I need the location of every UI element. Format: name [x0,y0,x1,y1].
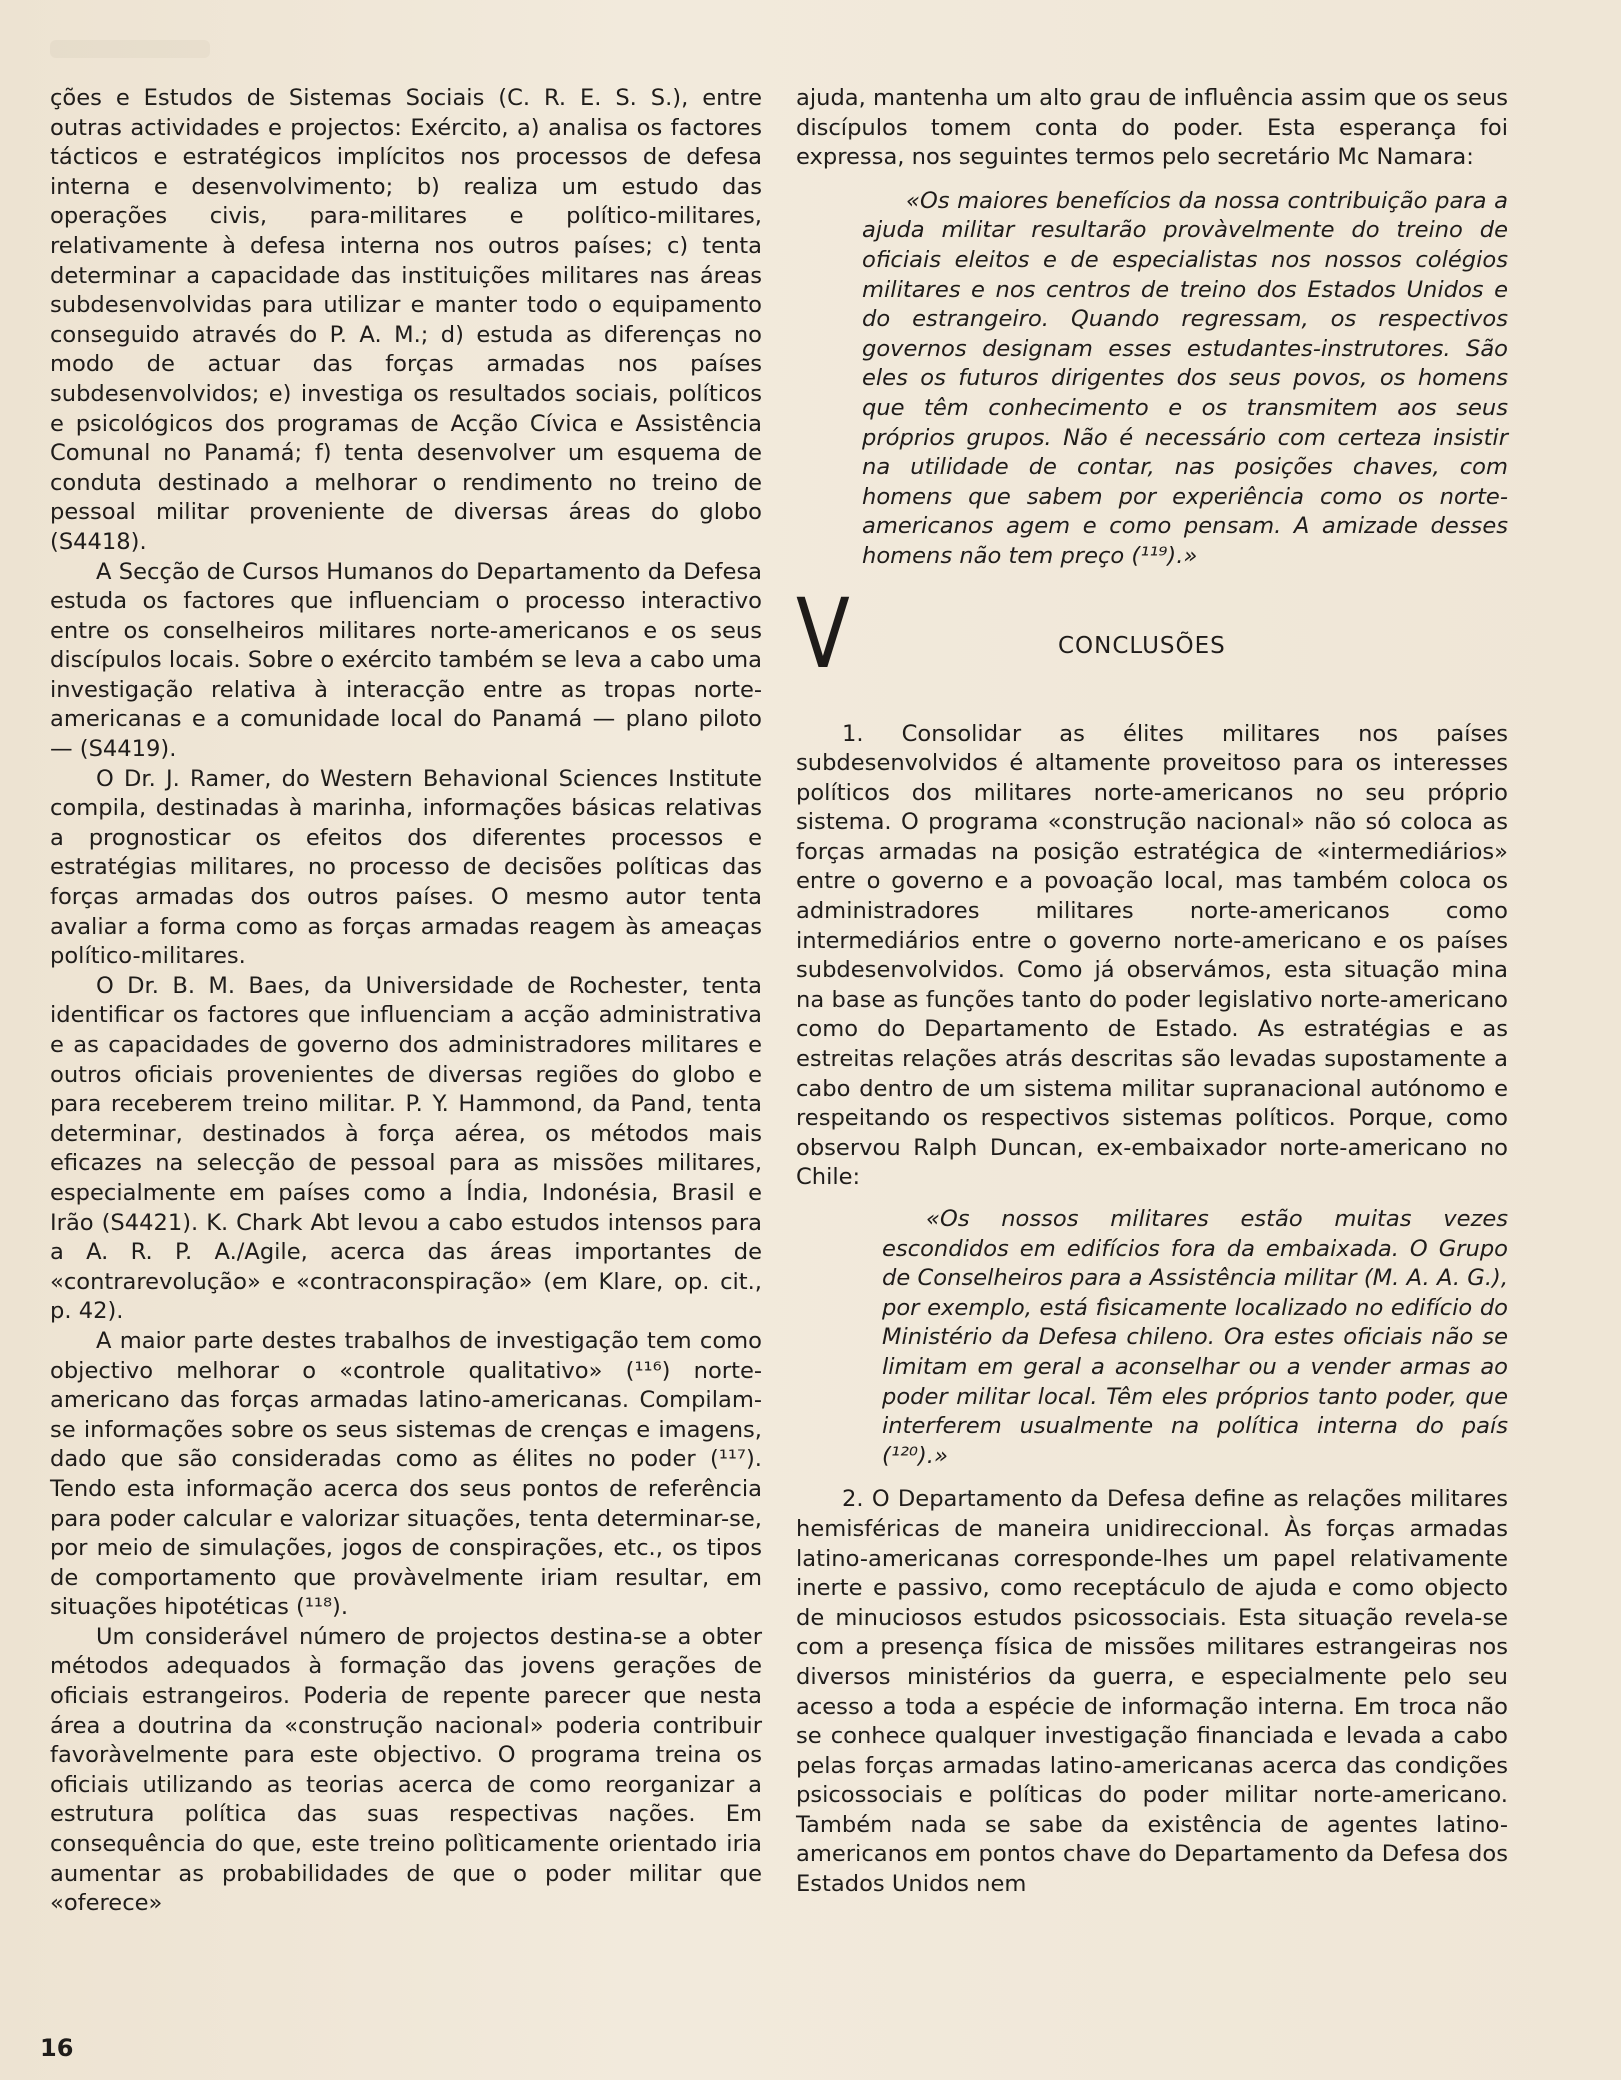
right-column [796,84,1508,1900]
paragraph: ajuda, mantenha um alto grau de influência assim que os seus discípulos tomem conta do poder. Esta esperança foi expressa, nos seguintes termos pelo secretário Mc Namara: [796,85,1508,171]
section-numeral: V [796,577,850,690]
print-smear [50,40,210,58]
paragraph: O Dr. J. Ramer, do Western Behavional Sciences Institute compila, destinadas à marinha, informações básicas relativas a prognosticar os efeitos dos diferentes processos e estratégias militares, no processo de decisões políticas das forças armadas dos outros países. O mesmo autor tenta avaliar a forma como as forças armadas reagem às ameaças político-militares. [50,765,762,970]
block-quote: «Os nossos militares estão muitas vezes escondidos em edifícios fora da embaixada. O Grupo de Conselheiros para a Assistência militar (M. A. A. G.), por exemplo, está fìsicamente localizado no edifício do Ministério da Defesa chileno. Ora estes oficiais não se limitam em geral a aconselhar ou a vender armas ao poder militar local. Têm eles próprios tanto poder, que interferem usualmente na política interna do país (¹²⁰).» [882,1206,1508,1469]
page-number: 16 [40,2034,74,2062]
paragraph: Um considerável número de projectos destina-se a obter métodos adequados à formação das jovens gerações de oficiais estrangeiros. Poderia de repente parecer que nesta área a doutrina da «construção nacional» poderia contribuir favoràvelmente para este objectivo. O programa treina os oficiais utilizando as teorias acerca de como reorganizar a estrutura política das suas respectivas nações. Em consequência do que, este treino polìticamente orientado iria aumentar as probabilidades de que o poder militar que «oferece» [50,1623,762,1917]
block-quote: «Os maiores benefícios da nossa contribuição para a ajuda militar resultarão provàvelmente do treino de oficiais eleitos e de especialistas nos nossos colégios militares e nos centros de treino dos Estados Unidos e do estrangeiro. Quando regressam, os respectivos governos designam esses estudantes-instrutores. São eles os futuros dirigentes dos seus povos, os homens que têm conhecimento e os transmitem aos seus próprios grupos. Não é necessário com certeza insistir na utilidade de contar, nas posições chaves, com homens que sabem por experiência como os norte-americanos agem e como pensam. A amizade desses homens não tem preço (¹¹⁹).» [862,187,1508,569]
paragraph: 1. Consolidar as élites militares nos países subdesenvolvidos é altamente proveitoso para os interesses políticos dos militares norte-americanos no seu próprio sistema. O programa «construção nacional» não só coloca as forças armadas na posição estratégica de «intermediários» entre o governo e a povoação local, mas também coloca os administradores militares norte-americanos como intermediários entre o governo norte-americano e os países subdesenvolvidos. Como já observámos, esta situação mina na base as funções tanto do poder legislativo norte-americano como do Departamento de Estado. As estratégias e as estreitas relações atrás descritas são levadas supostamente a cabo dentro de um sistema militar supranacional autónomo e respeitando os respectivos sistemas políticos. Porque, como observou Ralph Duncan, ex-embaixador norte-americano no Chile: [796,720,1508,1191]
paragraph: A maior parte destes trabalhos de investigação tem como objectivo melhorar o «controle qualitativo» (¹¹⁶) norte-americano das forças armadas latino-americanas. Compilam-se informações sobre os seus sistemas de crenças e imagens, dado que são consideradas como as élites no poder (¹¹⁷). Tendo esta informação acerca dos seus pontos de referência para poder calcular e valorizar situações, tenta determinar-se, por meio de simulações, jogos de conspirações, etc., os tipos de comportamento que provàvelmente iriam resultar, em situações hipotéticas (¹¹⁸). [50,1327,762,1621]
section-heading [796,577,1508,720]
paragraph: ções e Estudos de Sistemas Sociais (C. R. E. S. S.), entre outras actividades e projectos: Exército, a) analisa os factores tácticos e estratégicos implícitos nos processos de defesa interna e desenvolvimento; b) realiza um estudo das operações civis, para-militares e político-militares, relativamente à defesa interna nos outros países; c) tenta determinar a capacidade das instituições militares nas áreas subdesenvolvidas para utilizar e manter todo o equipamento conseguido através do P. A. M.; d) estuda as diferenças no modo de actuar das forças armadas nos países subdesenvolvidos; e) investiga os resultados sociais, políticos e psicológicos dos programas de Acção Cívica e Assistência Comunal no Panamá; f) tenta desenvolver um esquema de conduta destinado a melhorar o rendimento no treino de pessoal militar proveniente de diversas áreas do globo (S4418). [50,85,762,555]
left-column [50,84,762,1919]
paragraph: O Dr. B. M. Baes, da Universidade de Rochester, tenta identificar os factores que influenciam a acção administrativa e as capacidades de governo dos administradores militares e outros oficiais provenientes de diversas regiões do globo e para receberem treino militar. P. Y. Hammond, da Pand, tenta determinar, destinados à força aérea, os métodos mais eficazes na selecção de pessoal para as missões militares, especialmente em países como a Índia, Indonésia, Brasil e Irão (S4421). K. Chark Abt levou a cabo estudos intensos para a A. R. P. A./Agile, acerca das áreas importantes de «contrarevolução» e «contraconspiração» (em Klare, op. cit., p. 42). [50,972,762,1325]
paragraph: 2. O Departamento da Defesa define as relações militares hemisféricas de maneira unidireccional. Às forças armadas latino-americanas corresponde-lhes um papel relativamente inerte e passivo, como receptáculo de ajuda e como objecto de minuciosos estudos psicossociais. Esta situação revela-se com a presença física de missões militares estrangeiras nos diversos ministérios da guerra, e especialmente pelo seu acesso a toda a espécie de informação interna. Em troca não se conhece qualquer investigação financiada e levada a cabo pelas forças armadas latino-americanas acerca das condições psicossociais e políticas do poder militar norte-americano. Também nada se sabe da existência de agentes latino-americanos em pontos chave do Departamento da Defesa dos Estados Unidos nem [796,1486,1508,1898]
section-title: CONCLUSÕES [1058,632,1226,659]
paragraph: A Secção de Cursos Humanos do Departamento da Defesa estuda os factores que influenciam o processo interactivo entre os conselheiros militares norte-americanos e os seus discípulos locais. Sobre o exército também se leva a cabo uma investigação relativa à interacção entre as tropas norte-americanas e a comunidade local do Panamá — plano piloto — (S4419). [50,558,762,763]
